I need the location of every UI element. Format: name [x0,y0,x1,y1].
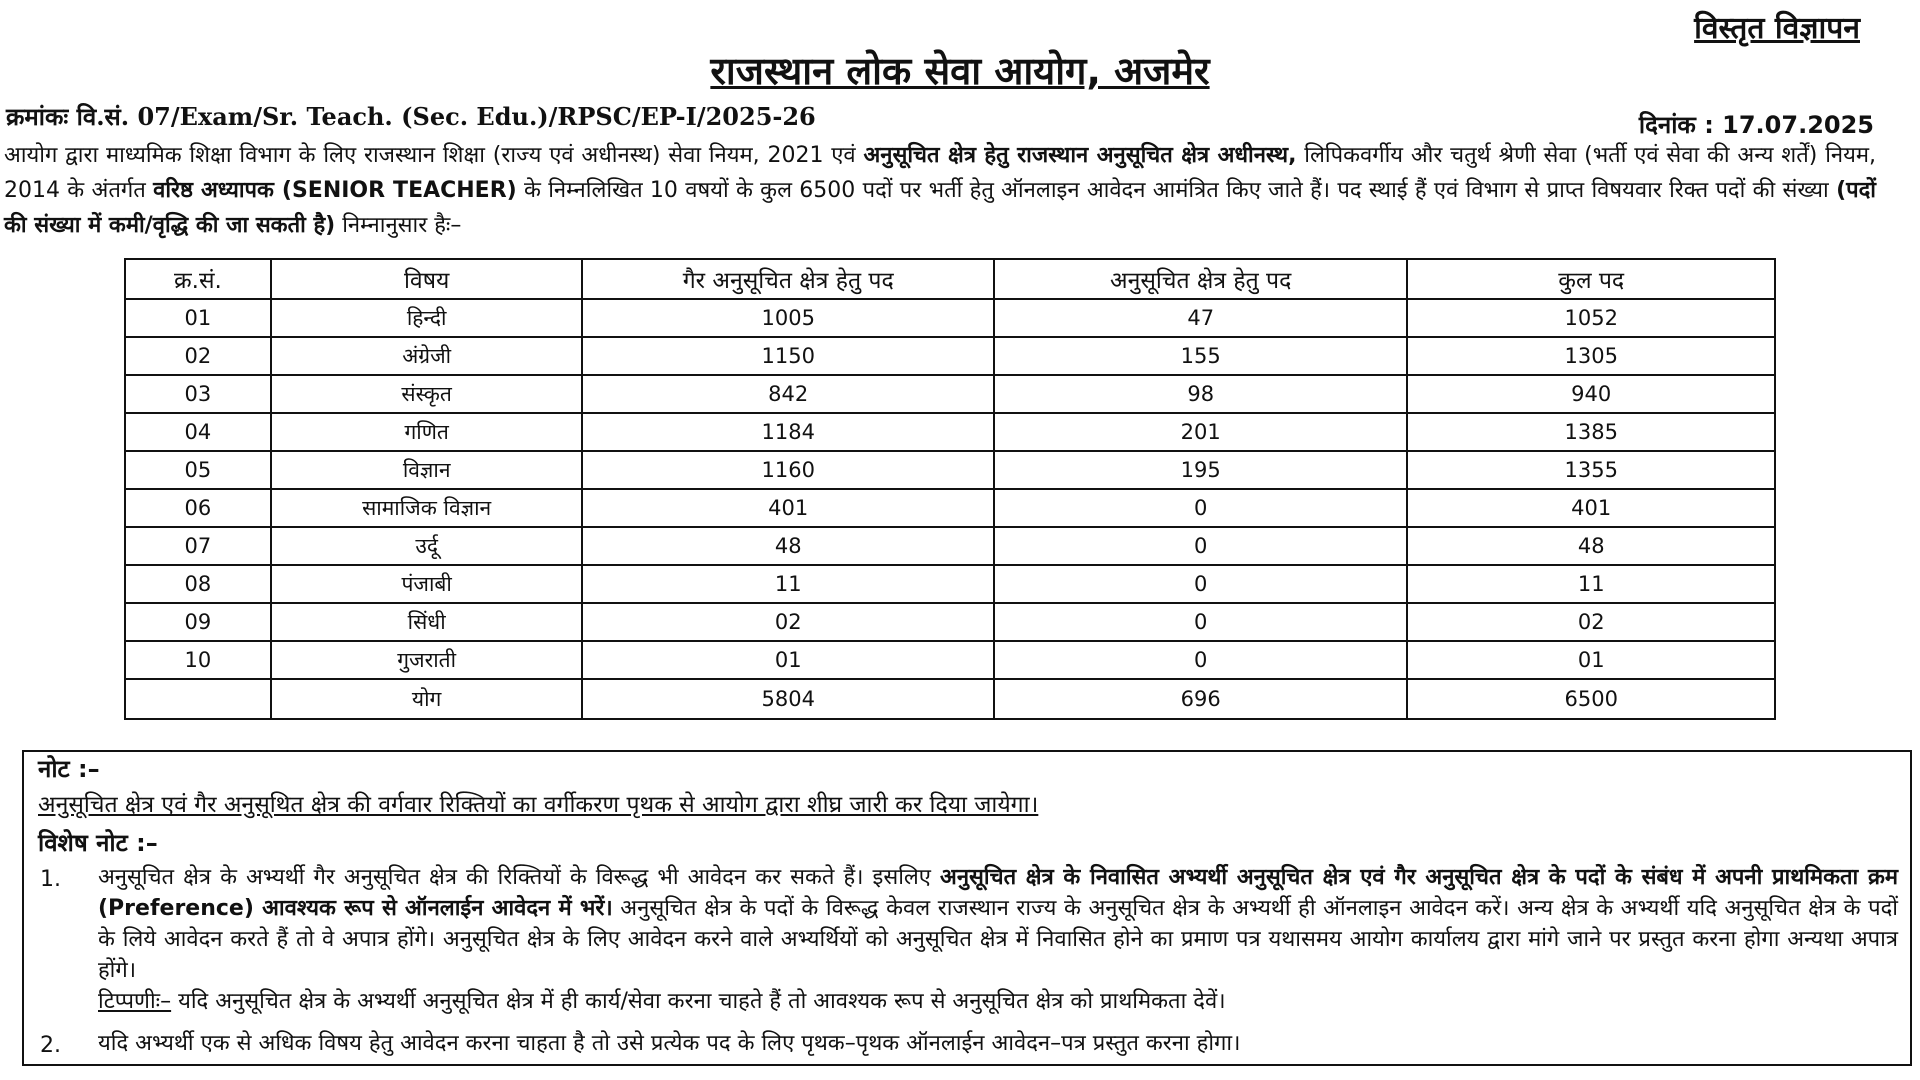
cell-scheduled: 201 [994,413,1407,451]
cell-serial: 09 [125,603,271,641]
cell-total: 1305 [1407,337,1775,375]
table-row [125,489,1775,527]
cell-serial: 10 [125,641,271,679]
cell-serial: 07 [125,527,271,565]
cell-scheduled-total: 696 [994,679,1407,719]
header-serial: क्र.सं. [125,259,271,299]
special-note-2: यदि अभ्यर्थी एक से अधिक विषय हेतु आवेदन करना चाहता है तो उसे प्रत्येक पद के लिए पृथक–पृथक ऑनलाईन आवेदन–पत्र प्रस्तुत करना होगा। [98,1031,1241,1056]
cell-non-scheduled: 11 [582,565,993,603]
table-header-row [125,259,1775,299]
reference-number: क्रमांकः वि.सं. 07/Exam/Sr. Teach. (Sec. Edu.)/RPSC/EP-I/2025-26 [6,102,816,131]
special-note-1-bold: अनुसूचित क्षेत्र के निवासित अभ्यर्थी अनुसूचित क्षेत्र एवं गैर अनुसूचित क्षेत्र के पदों के संबंध में अपनी प्राथमिकता क्रम (Preference) आवश्यक रूप से ऑनलाईन आवेदन में भरें। [98,865,1898,921]
special-note-2-number: 2. [40,1033,61,1058]
cell-subject: सामाजिक विज्ञान [271,489,583,527]
cell-total: 02 [1407,603,1775,641]
cell-subject: विज्ञान [271,451,583,489]
cell-total: 401 [1407,489,1775,527]
cell-scheduled: 0 [994,565,1407,603]
cell-total: 940 [1407,375,1775,413]
header-non-scheduled: गैर अनुसूचित क्षेत्र हेतु पद [582,259,993,299]
cell-non-scheduled-total: 5804 [582,679,993,719]
note-heading: नोट :– [38,755,100,783]
cell-serial: 06 [125,489,271,527]
table-row [125,527,1775,565]
table-row [125,413,1775,451]
header-subject: विषय [271,259,583,299]
cell-non-scheduled: 48 [582,527,993,565]
cell-non-scheduled: 842 [582,375,993,413]
cell-scheduled: 155 [994,337,1407,375]
cell-non-scheduled: 401 [582,489,993,527]
cell-non-scheduled: 1150 [582,337,993,375]
cell-non-scheduled: 1005 [582,299,993,337]
cell-grand-total: 6500 [1407,679,1775,719]
cell-total: 1052 [1407,299,1775,337]
table-row [125,603,1775,641]
cell-scheduled: 0 [994,641,1407,679]
cell-subject: गणित [271,413,583,451]
special-note-1-text-a: अनुसूचित क्षेत्र के अभ्यर्थी गैर अनुसूचित क्षेत्र की रिक्तियों के विरूद्ध भी आवेदन कर सकते हैं। इसलिए [98,865,941,890]
table-row [125,299,1775,337]
cell-scheduled: 0 [994,527,1407,565]
page-title: राजस्थान लोक सेवा आयोग, अजमेर [710,49,1210,93]
cell-scheduled: 195 [994,451,1407,489]
posts-table [124,258,1776,720]
intro-bold-3: (पदों की संख्या में कमी/वृद्धि की जा सकती है) [4,178,1876,238]
table-total-row [125,679,1775,719]
special-note-1-number: 1. [40,867,61,892]
special-note-1 [98,862,1898,1017]
cell-total: 1385 [1407,413,1775,451]
cell-subject: सिंधी [271,603,583,641]
table-row [125,565,1775,603]
issue-date: दिनांक : 17.07.2025 [1638,111,1874,139]
cell-non-scheduled: 01 [582,641,993,679]
intro-text-3: के निम्नलिखित 10 वषयों के कुल 6500 पदों पर भर्ती हेतु ऑनलाइन आवेदन आमंत्रित किए जाते हैं। पद स्थाई हैं एवं विभाग से प्राप्त विषयवार रिक्त पदों की संख्या [516,178,1837,203]
cell-total-label: योग [271,679,583,719]
table-row [125,337,1775,375]
note-text: अनुसूचित क्षेत्र एवं गैर अनुसूथित क्षेत्र की वर्गवार रिक्तियों का वर्गीकरण पृथक से आयोग द्वारा शीघ्र जारी कर दिया जायेगा। [38,792,1039,818]
table-row [125,375,1775,413]
cell-non-scheduled: 1184 [582,413,993,451]
cell-subject: संस्कृत [271,375,583,413]
cell-scheduled: 98 [994,375,1407,413]
cell-total: 11 [1407,565,1775,603]
special-note-heading: विशेष नोट :– [38,829,158,857]
detailed-advertisement-label: विस्तृत विज्ञापन [1694,11,1860,46]
cell-serial [125,679,271,719]
cell-non-scheduled: 1160 [582,451,993,489]
intro-bold-2: वरिष्ठ अध्यापक (SENIOR TEACHER) [153,178,517,203]
intro-text-1: आयोग द्वारा माध्यमिक शिक्षा विभाग के लिए राजस्थान शिक्षा (राज्य एवं अधीनस्थ) सेवा नियम, 2021 एवं [4,143,864,168]
cell-subject: गुजराती [271,641,583,679]
header-scheduled: अनुसूचित क्षेत्र हेतु पद [994,259,1407,299]
cell-serial: 05 [125,451,271,489]
header-total: कुल पद [1407,259,1775,299]
cell-scheduled: 0 [994,603,1407,641]
cell-total: 1355 [1407,451,1775,489]
table-row [125,451,1775,489]
intro-text-2: लिपिकवर्गीय और चतुर्थ श्रेणी सेवा (भर्ती एवं सेवा की अन्य शर्तें) नियम, 2014 के अंतर्गत [4,143,1877,203]
cell-subject: उर्दू [271,527,583,565]
remark-label: टिप्पणीः– [98,989,172,1014]
cell-serial: 01 [125,299,271,337]
cell-total: 48 [1407,527,1775,565]
intro-text-4: निम्नानुसार हैः– [335,213,462,238]
cell-scheduled: 0 [994,489,1407,527]
remark-text: यदि अनुसूचित क्षेत्र के अभ्यर्थी अनुसूचित क्षेत्र में ही कार्य/सेवा करना चाहते हैं तो आवश्यक रूप से अनुसूचित क्षेत्र को प्राथमिकता देवें। [171,989,1226,1014]
cell-scheduled: 47 [994,299,1407,337]
cell-subject: अंग्रेजी [271,337,583,375]
cell-serial: 02 [125,337,271,375]
cell-subject: पंजाबी [271,565,583,603]
cell-subject: हिन्दी [271,299,583,337]
intro-bold-1: अनुसूचित क्षेत्र हेतु राजस्थान अनुसूचित क्षेत्र अधीनस्थ, [863,143,1297,168]
cell-non-scheduled: 02 [582,603,993,641]
special-note-1-text-b: अनुसूचित क्षेत्र के पदों के विरूद्ध केवल राजस्थान राज्य के अनुसूचित क्षेत्र के अभ्यर्थी ही ऑनलाइन आवेदन करें। अन्य क्षेत्र के अभ्यर्थी यदि अनुसूचित क्षेत्र के पदों के लिये आवेदन करते हैं तो वे अपात्र होंगे। अनुसूचित क्षेत्र के लिए आवेदन करने वाले अभ्यर्थियों को अनुसूचित क्षेत्र में निवासित होने का प्रमाण पत्र यथासमय आयोग कार्यालय द्वारा मांगे जाने पर प्रस्तुत करना होगा अन्यथा अपात्र होंगे। [98,896,1898,983]
table-row [125,641,1775,679]
cell-serial: 03 [125,375,271,413]
cell-total: 01 [1407,641,1775,679]
intro-paragraph [4,138,1876,243]
notes-box [22,750,1912,1066]
cell-serial: 04 [125,413,271,451]
cell-serial: 08 [125,565,271,603]
